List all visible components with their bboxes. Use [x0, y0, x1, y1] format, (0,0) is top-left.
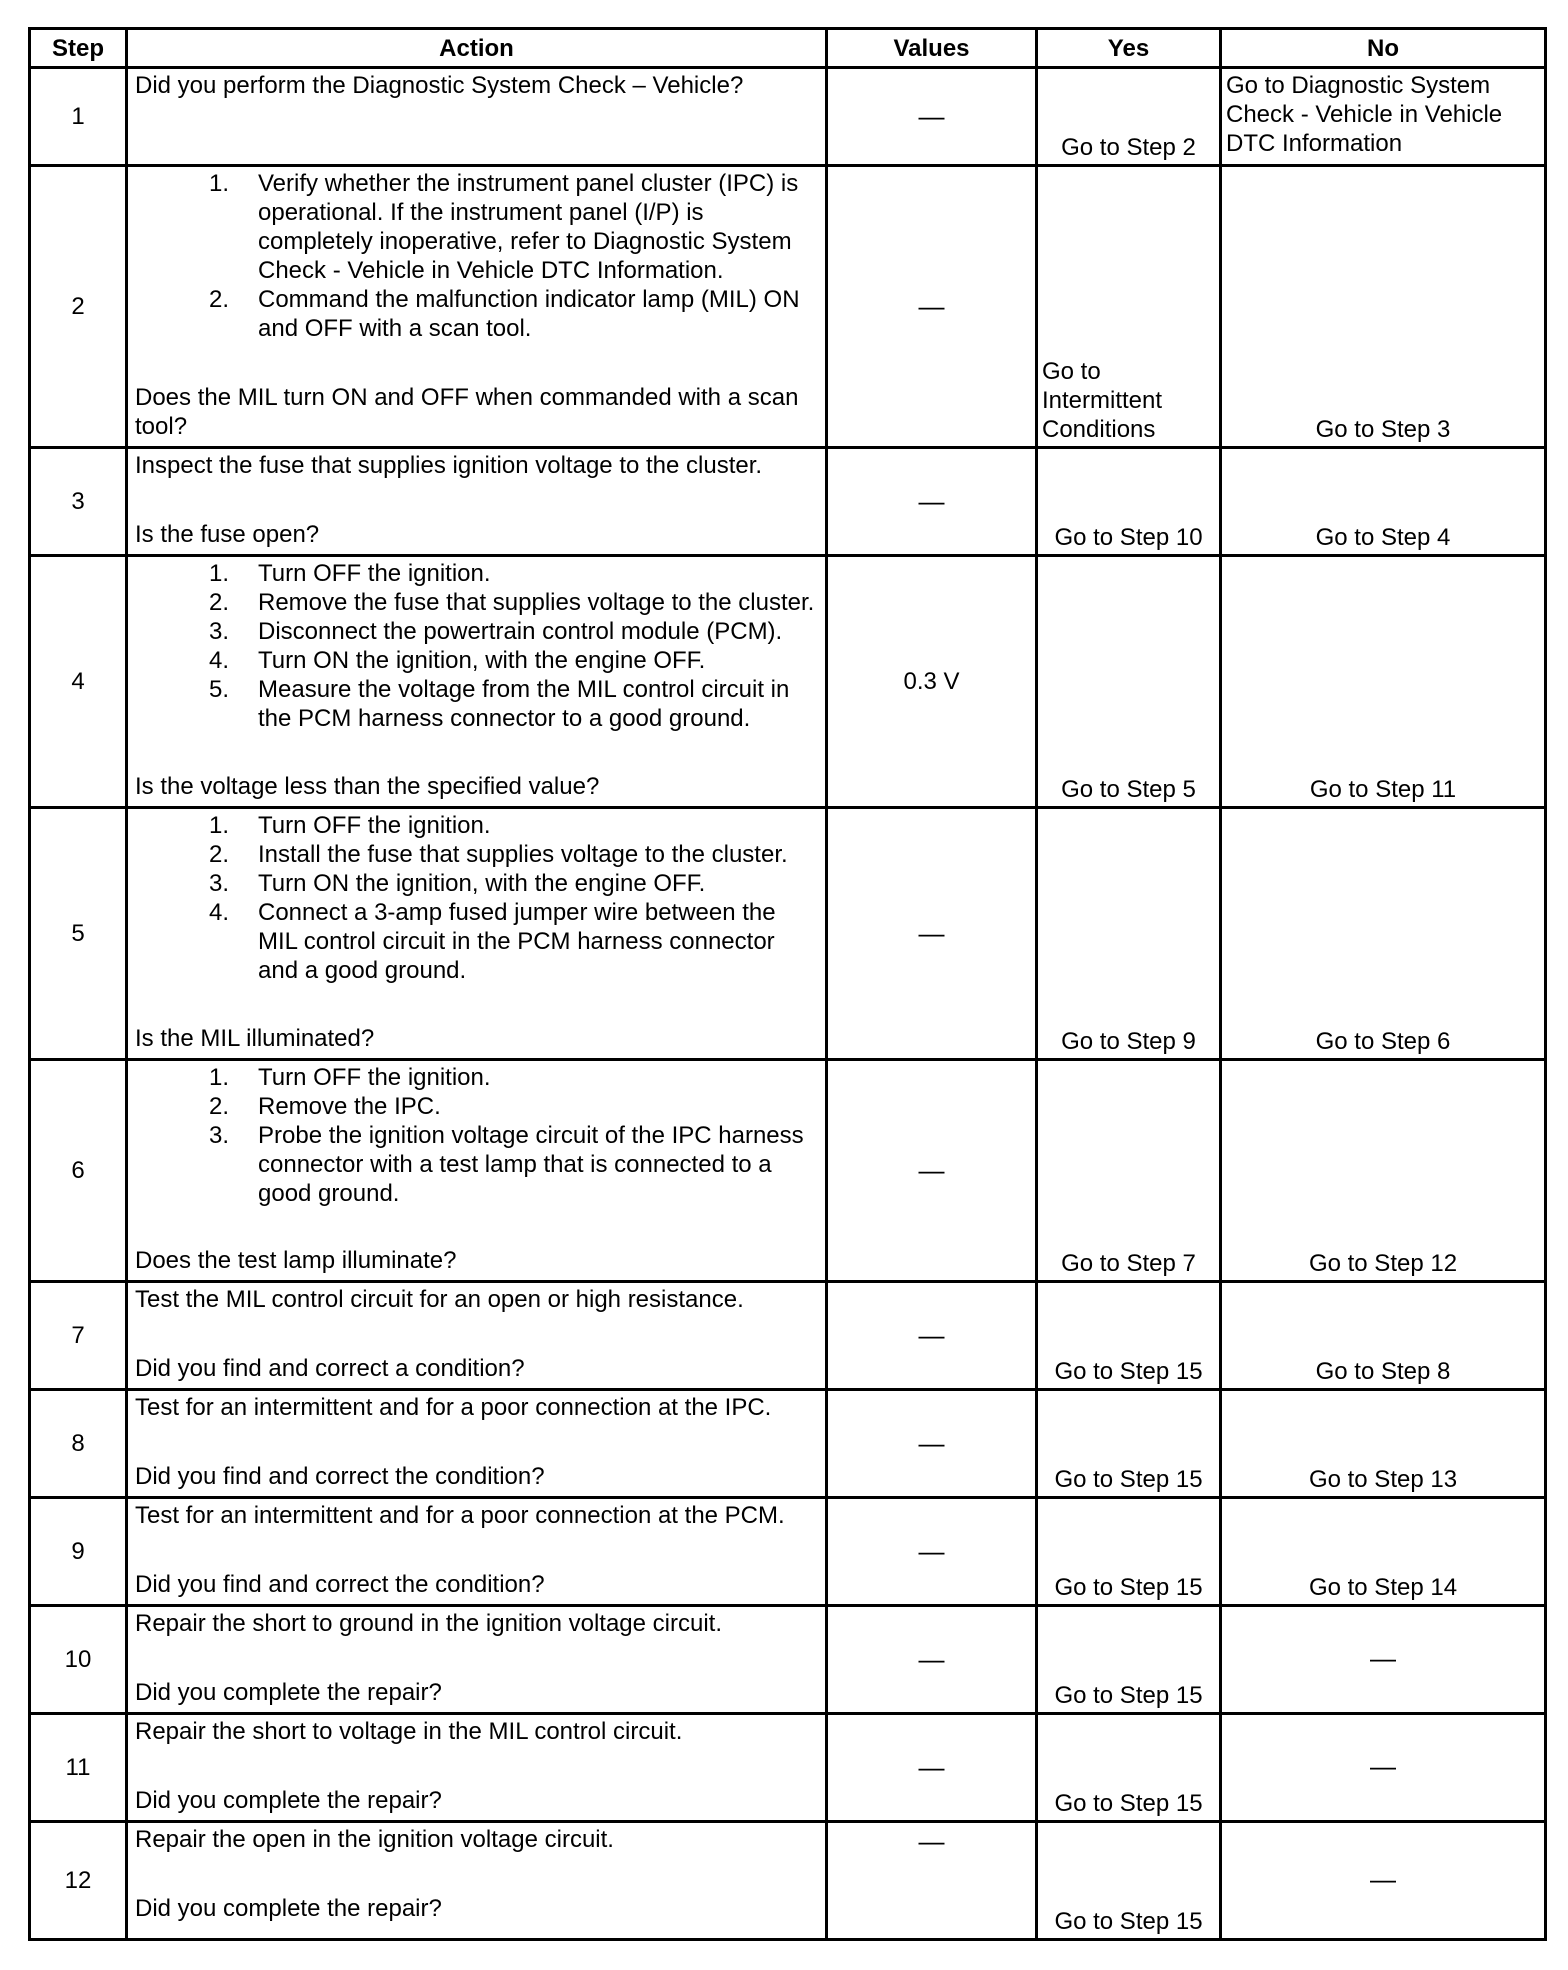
- action-cell: [127, 68, 827, 166]
- action-cell: [127, 1714, 827, 1822]
- yes-cell: Go to Intermittent Conditions: [1037, 166, 1221, 448]
- action-cell: [127, 556, 827, 808]
- list-item: 3. Turn ON the ignition, with the engine OFF.: [209, 870, 706, 897]
- question-text: Did you complete the repair?: [135, 1679, 442, 1706]
- value-cell: 0.3 V: [827, 556, 1037, 808]
- header-row: [30, 29, 1546, 68]
- header-yes: Yes: [1037, 29, 1221, 68]
- question-text: Is the voltage less than the specified value?: [135, 773, 600, 800]
- table-row: [30, 1498, 1546, 1606]
- header-step: Step: [30, 29, 127, 68]
- no-cell: Go to Step 14: [1221, 1498, 1546, 1606]
- list-item: 5. Measure the voltage from the MIL control circuit in the PCM harness connector to a good ground.: [209, 676, 790, 732]
- value-cell: —: [827, 1282, 1037, 1390]
- question-text: Is the MIL illuminated?: [135, 1025, 375, 1052]
- no-cell: Go to Diagnostic System Check - Vehicle in Vehicle DTC Information: [1221, 68, 1546, 166]
- table-row: [30, 1714, 1546, 1822]
- value-cell: —: [827, 808, 1037, 1060]
- table-row: [30, 68, 1546, 166]
- action-cell: [127, 1822, 827, 1940]
- action-cell: [127, 1282, 827, 1390]
- header-values: Values: [827, 29, 1037, 68]
- step-number: 4: [30, 556, 127, 808]
- action-cell: [127, 1060, 827, 1282]
- table-row: [30, 1606, 1546, 1714]
- action-text: Inspect the fuse that supplies ignition voltage to the cluster.: [135, 452, 763, 479]
- action-cell: [127, 1606, 827, 1714]
- value-cell: —: [827, 1060, 1037, 1282]
- step-number: 10: [30, 1606, 127, 1714]
- value-cell: —: [827, 166, 1037, 448]
- step-number: 6: [30, 1060, 127, 1282]
- no-cell: Go to Step 11: [1221, 556, 1546, 808]
- value-cell: —: [827, 68, 1037, 166]
- action-cell: [127, 448, 827, 556]
- list-item: 2. Install the fuse that supplies voltage to the cluster.: [209, 841, 788, 868]
- no-cell: —: [1221, 1822, 1546, 1940]
- yes-cell: Go to Step 7: [1037, 1060, 1221, 1282]
- yes-cell: Go to Step 15: [1037, 1822, 1221, 1940]
- step-number: 9: [30, 1498, 127, 1606]
- action-text: Repair the short to voltage in the MIL control circuit.: [135, 1718, 683, 1745]
- question-text: Did you complete the repair?: [135, 1895, 442, 1922]
- no-cell: —: [1221, 1714, 1546, 1822]
- yes-cell: Go to Step 9: [1037, 808, 1221, 1060]
- header-no: No: [1221, 29, 1546, 68]
- table-row: [30, 808, 1546, 1060]
- table-row: [30, 1060, 1546, 1282]
- value-cell: —: [827, 1390, 1037, 1498]
- table-row: [30, 1282, 1546, 1390]
- yes-cell: Go to Step 15: [1037, 1282, 1221, 1390]
- no-cell: Go to Step 8: [1221, 1282, 1546, 1390]
- step-list: [135, 1063, 819, 1208]
- table-row: [30, 1390, 1546, 1498]
- yes-cell: Go to Step 15: [1037, 1714, 1221, 1822]
- action-cell: [127, 166, 827, 448]
- step-list: [135, 559, 819, 733]
- list-item: 1. Turn OFF the ignition.: [209, 560, 491, 587]
- no-cell: Go to Step 13: [1221, 1390, 1546, 1498]
- no-cell: Go to Step 6: [1221, 808, 1546, 1060]
- step-list: [135, 811, 819, 985]
- action-text: Repair the open in the ignition voltage circuit.: [135, 1826, 614, 1853]
- step-number: 8: [30, 1390, 127, 1498]
- list-item: 1. Verify whether the instrument panel cluster (IPC) is operational. If the instrument panel (I/P) is completely inoperative, refer to Diagnostic System Check - Vehicle in Vehicle DTC Information.: [209, 170, 799, 284]
- diagnostic-table: [28, 27, 1547, 1941]
- step-number: 2: [30, 166, 127, 448]
- list-item: 1. Turn OFF the ignition.: [209, 812, 491, 839]
- list-item: 2. Remove the fuse that supplies voltage to the cluster.: [209, 589, 815, 616]
- question-text: Is the fuse open?: [135, 521, 320, 548]
- action-text: Test for an intermittent and for a poor connection at the IPC.: [135, 1394, 772, 1421]
- action-cell: [127, 1498, 827, 1606]
- step-number: 12: [30, 1822, 127, 1940]
- action-cell: [127, 808, 827, 1060]
- header-action: Action: [127, 29, 827, 68]
- step-number: 3: [30, 448, 127, 556]
- question-text: Did you find and correct the condition?: [135, 1463, 545, 1490]
- step-number: 1: [30, 68, 127, 166]
- yes-cell: Go to Step 15: [1037, 1606, 1221, 1714]
- value-cell: —: [827, 1606, 1037, 1714]
- question-text: Did you find and correct the condition?: [135, 1571, 545, 1598]
- yes-cell: Go to Step 15: [1037, 1498, 1221, 1606]
- table-row: [30, 556, 1546, 808]
- action-text: Test for an intermittent and for a poor connection at the PCM.: [135, 1502, 785, 1529]
- list-item: 2. Command the malfunction indicator lamp (MIL) ON and OFF with a scan tool.: [209, 286, 800, 342]
- action-text: Repair the short to ground in the ignition voltage circuit.: [135, 1610, 723, 1637]
- list-item: 4. Turn ON the ignition, with the engine OFF.: [209, 647, 706, 674]
- value-cell: —: [827, 1498, 1037, 1606]
- action-text: Did you perform the Diagnostic System Check – Vehicle?: [135, 72, 744, 99]
- yes-cell: Go to Step 2: [1037, 68, 1221, 166]
- step-number: 11: [30, 1714, 127, 1822]
- yes-cell: Go to Step 15: [1037, 1390, 1221, 1498]
- step-number: 7: [30, 1282, 127, 1390]
- list-item: 1. Turn OFF the ignition.: [209, 1064, 491, 1091]
- question-text: Did you complete the repair?: [135, 1787, 442, 1814]
- step-list: [135, 169, 819, 343]
- yes-cell: Go to Step 5: [1037, 556, 1221, 808]
- list-item: 3. Probe the ignition voltage circuit of the IPC harness connector with a test lamp that is connected to a good ground.: [209, 1122, 804, 1207]
- no-cell: Go to Step 4: [1221, 448, 1546, 556]
- no-cell: —: [1221, 1606, 1546, 1714]
- step-number: 5: [30, 808, 127, 1060]
- no-cell: Go to Step 12: [1221, 1060, 1546, 1282]
- list-item: 2. Remove the IPC.: [209, 1093, 441, 1120]
- no-cell: Go to Step 3: [1221, 166, 1546, 448]
- list-item: 4. Connect a 3-amp fused jumper wire between the MIL control circuit in the PCM harness connector and a good ground.: [209, 899, 776, 984]
- value-cell: —: [827, 1822, 1037, 1940]
- action-text: Test the MIL control circuit for an open or high resistance.: [135, 1286, 744, 1313]
- question-text: Did you find and correct a condition?: [135, 1355, 525, 1382]
- table-row: [30, 166, 1546, 448]
- action-cell: [127, 1390, 827, 1498]
- value-cell: —: [827, 1714, 1037, 1822]
- question-text: Does the test lamp illuminate?: [135, 1247, 457, 1274]
- question-text: Does the MIL turn ON and OFF when commanded with a scan tool?: [135, 384, 799, 440]
- table-row: [30, 448, 1546, 556]
- yes-cell: Go to Step 10: [1037, 448, 1221, 556]
- list-item: 3. Disconnect the powertrain control module (PCM).: [209, 618, 783, 645]
- value-cell: —: [827, 448, 1037, 556]
- table-row: [30, 1822, 1546, 1940]
